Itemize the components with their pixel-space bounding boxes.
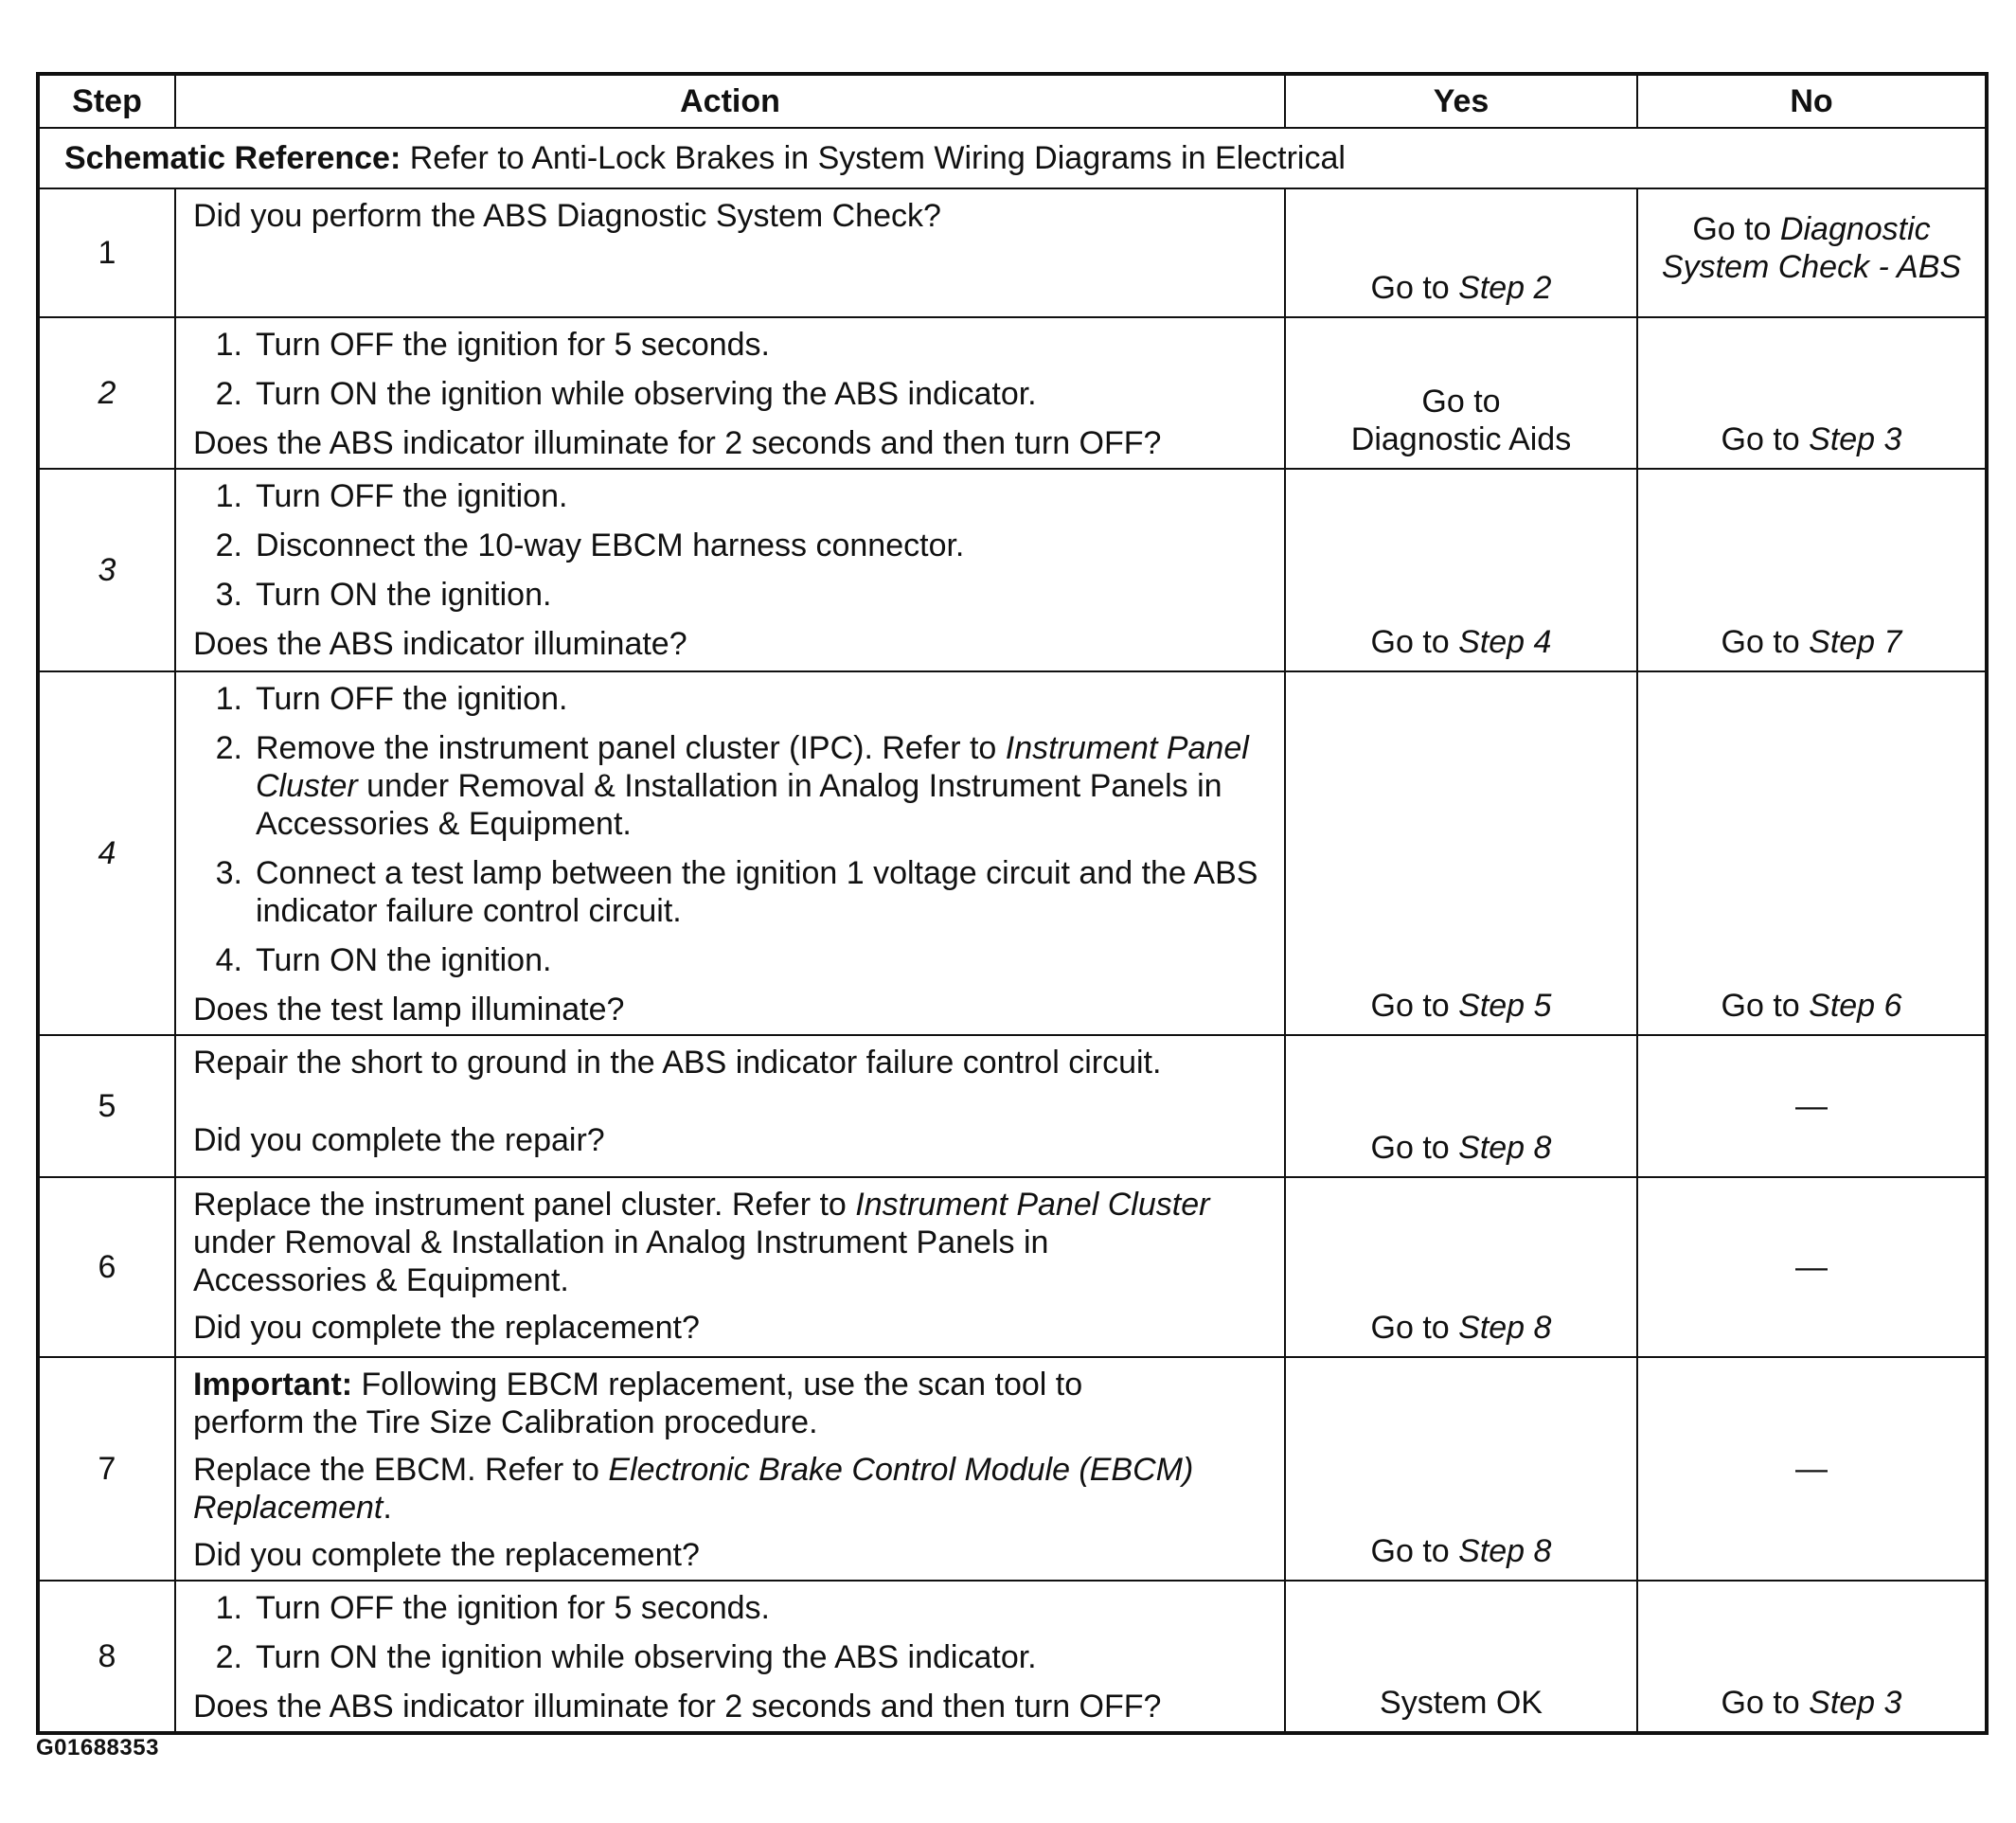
no-cell (1637, 1177, 1987, 1357)
yes-step-link[interactable]: Step 8 (1458, 1310, 1552, 1346)
step-number: 6 (38, 1177, 175, 1357)
list-item (193, 680, 1276, 718)
important-text: Following EBCM replacement, use the scan tool to perform the Tire Size Calibration procedure. (193, 1367, 1083, 1440)
step-number: 8 (38, 1581, 175, 1733)
step-row-4 (38, 671, 1987, 1035)
yes-prefix: Go to (1370, 270, 1459, 306)
diagnostic-table-container (36, 72, 1989, 1735)
item-text: Turn ON the ignition. (256, 577, 552, 613)
question-text: Did you complete the repair? (193, 1122, 605, 1158)
action-text (193, 1451, 1276, 1527)
item-number: 2. (215, 376, 242, 412)
list-item (193, 527, 1276, 564)
item-number: 1. (215, 681, 242, 717)
no-dash: — (1795, 1088, 1828, 1124)
important-label: Important: (193, 1367, 353, 1403)
list-item (193, 477, 1276, 515)
item-text: Turn ON the ignition while observing the ABS indicator. (256, 376, 1037, 412)
schematic-label: Schematic Reference: (64, 140, 401, 176)
item-text: Connect a test lamp between the ignition 1 voltage circuit and the ABS indicator failure control circuit. (256, 855, 1258, 929)
item-text-part: under Removal & Installation in Analog Instrument Panels in Accessories & Equipment. (256, 768, 1222, 842)
yes-prefix: Go to (1370, 988, 1459, 1024)
yes-cell (1285, 1581, 1637, 1733)
yes-step-link[interactable]: Step 8 (1458, 1533, 1552, 1569)
item-number: 2. (215, 730, 242, 766)
header-no: No (1637, 74, 1987, 128)
item-text-part: Remove the instrument panel cluster (IPC). Refer to (256, 730, 1006, 766)
yes-cell (1285, 1357, 1637, 1581)
item-number: 2. (215, 527, 242, 563)
figure-code: G01688353 (36, 1735, 159, 1760)
no-step-link[interactable]: Step 3 (1809, 1685, 1902, 1721)
action-cell (175, 1035, 1285, 1177)
yes-prefix: Go to (1370, 624, 1459, 660)
no-prefix: Go to (1721, 421, 1810, 457)
yes-cell (1285, 671, 1637, 1035)
question-text: Does the ABS indicator illuminate for 2 seconds and then turn OFF? (193, 1689, 1162, 1725)
question-text: Does the ABS indicator illuminate for 2 seconds and then turn OFF? (193, 425, 1162, 461)
schematic-reference (38, 128, 1987, 188)
item-number: 1. (215, 478, 242, 514)
item-number: 4. (215, 942, 242, 978)
action-text-part: . (383, 1490, 392, 1526)
yes-prefix: Go to (1370, 1130, 1459, 1166)
question-text: Did you complete the replacement? (193, 1310, 700, 1346)
action-cell (175, 317, 1285, 469)
yes-cell (1285, 1035, 1637, 1177)
no-dash: — (1795, 1451, 1828, 1487)
no-cell (1637, 188, 1987, 317)
yes-prefix: Go to (1370, 1310, 1459, 1346)
instrument-panel-cluster-link[interactable]: Instrument Panel Cluster (855, 1187, 1210, 1223)
action-cell (175, 1581, 1285, 1733)
diagnostic-table (36, 72, 1989, 1735)
item-text: Turn OFF the ignition for 5 seconds. (256, 327, 770, 363)
yes-prefix: Go to (1370, 1533, 1459, 1569)
action-cell (175, 1177, 1285, 1357)
header-step: Step (38, 74, 175, 128)
schematic-row (38, 128, 1987, 188)
item-number: 3. (215, 577, 242, 613)
no-cell (1637, 317, 1987, 469)
step-number: 3 (38, 469, 175, 671)
step-number: 5 (38, 1035, 175, 1177)
yes-line-1: Go to (1421, 384, 1501, 420)
no-step-link[interactable]: Step 3 (1809, 421, 1902, 457)
item-number: 3. (215, 855, 242, 891)
item-text: Turn OFF the ignition for 5 seconds. (256, 1590, 770, 1626)
action-cell (175, 469, 1285, 671)
header-row (38, 74, 1987, 128)
header-yes: Yes (1285, 74, 1637, 128)
step-row-6 (38, 1177, 1987, 1357)
list-item (193, 941, 1276, 979)
step-number: 4 (38, 671, 175, 1035)
schematic-text: Refer to Anti-Lock Brakes in System Wiring Diagrams in Electrical (401, 140, 1346, 176)
yes-cell (1285, 317, 1637, 469)
action-cell (175, 1357, 1285, 1581)
yes-step-link[interactable]: Step 4 (1458, 624, 1552, 660)
no-cell (1637, 1035, 1987, 1177)
no-cell (1637, 1581, 1987, 1733)
list-item (193, 729, 1276, 843)
action-text (193, 1186, 1276, 1299)
item-number: 2. (215, 1639, 242, 1675)
no-cell (1637, 469, 1987, 671)
step-row-2 (38, 317, 1987, 469)
list-item (193, 576, 1276, 614)
step-number: 1 (38, 188, 175, 317)
step-number: 2 (38, 317, 175, 469)
list-item (193, 375, 1276, 413)
spacer (193, 1081, 1276, 1119)
yes-cell (1285, 188, 1637, 317)
item-text: Turn ON the ignition while observing the ABS indicator. (256, 1639, 1037, 1675)
yes-system-ok: System OK (1380, 1685, 1543, 1721)
instrument-panel-cluster-link[interactable]: Instrument Panel Cluster (256, 730, 1249, 804)
no-cell (1637, 671, 1987, 1035)
step-row-1 (38, 188, 1987, 317)
step-number: 7 (38, 1357, 175, 1581)
yes-cell (1285, 1177, 1637, 1357)
item-text: Turn OFF the ignition. (256, 478, 568, 514)
list-item (193, 1638, 1276, 1676)
item-text: Turn OFF the ignition. (256, 681, 568, 717)
no-prefix: Go to (1721, 624, 1810, 660)
action-text-part: Replace the instrument panel cluster. Refer to (193, 1187, 856, 1223)
item-number: 1. (215, 327, 242, 363)
step-row-8 (38, 1581, 1987, 1733)
no-cell (1637, 1357, 1987, 1581)
no-diagnostic-link[interactable]: Diagnostic System Check - ABS (1661, 211, 1962, 285)
action-cell (175, 188, 1285, 317)
list-item (193, 1589, 1276, 1627)
yes-diagnostic-aids-link[interactable]: Diagnostic Aids (1350, 421, 1572, 457)
no-prefix: Go to (1692, 211, 1780, 247)
question-text: Did you perform the ABS Diagnostic System Check? (193, 198, 941, 234)
action-text: Repair the short to ground in the ABS indicator failure control circuit. (193, 1045, 1162, 1081)
important-note (193, 1366, 1276, 1441)
action-text-part: under Removal & Installation in Analog Instrument Panels in Accessories & Equipment. (193, 1224, 1049, 1298)
header-action: Action (175, 74, 1285, 128)
no-step-link[interactable]: Step 7 (1809, 624, 1902, 660)
item-text: Turn ON the ignition. (256, 942, 552, 978)
item-text (256, 729, 1276, 843)
step-row-5 (38, 1035, 1987, 1177)
question-text: Does the ABS indicator illuminate? (193, 626, 687, 662)
action-text-part: Replace the EBCM. Refer to (193, 1452, 609, 1488)
list-item (193, 326, 1276, 364)
no-prefix: Go to (1721, 1685, 1810, 1721)
yes-step-link[interactable]: Step 8 (1458, 1130, 1552, 1166)
yes-step-link[interactable]: Step 5 (1458, 988, 1552, 1024)
ebcm-replacement-link[interactable]: Electronic Brake Control Module (EBCM) Replacement (193, 1452, 1194, 1526)
question-text: Did you complete the replacement? (193, 1537, 700, 1573)
no-prefix: Go to (1721, 988, 1810, 1024)
no-step-link[interactable]: Step 6 (1809, 988, 1902, 1024)
list-item (193, 854, 1276, 930)
step-row-3 (38, 469, 1987, 671)
item-number: 1. (215, 1590, 242, 1626)
item-text: Disconnect the 10-way EBCM harness connector. (256, 527, 965, 563)
yes-cell (1285, 469, 1637, 671)
no-dash: — (1795, 1249, 1828, 1285)
question-text: Does the test lamp illuminate? (193, 992, 625, 1028)
action-cell (175, 671, 1285, 1035)
yes-step-link[interactable]: Step 2 (1458, 270, 1552, 306)
step-row-7 (38, 1357, 1987, 1581)
